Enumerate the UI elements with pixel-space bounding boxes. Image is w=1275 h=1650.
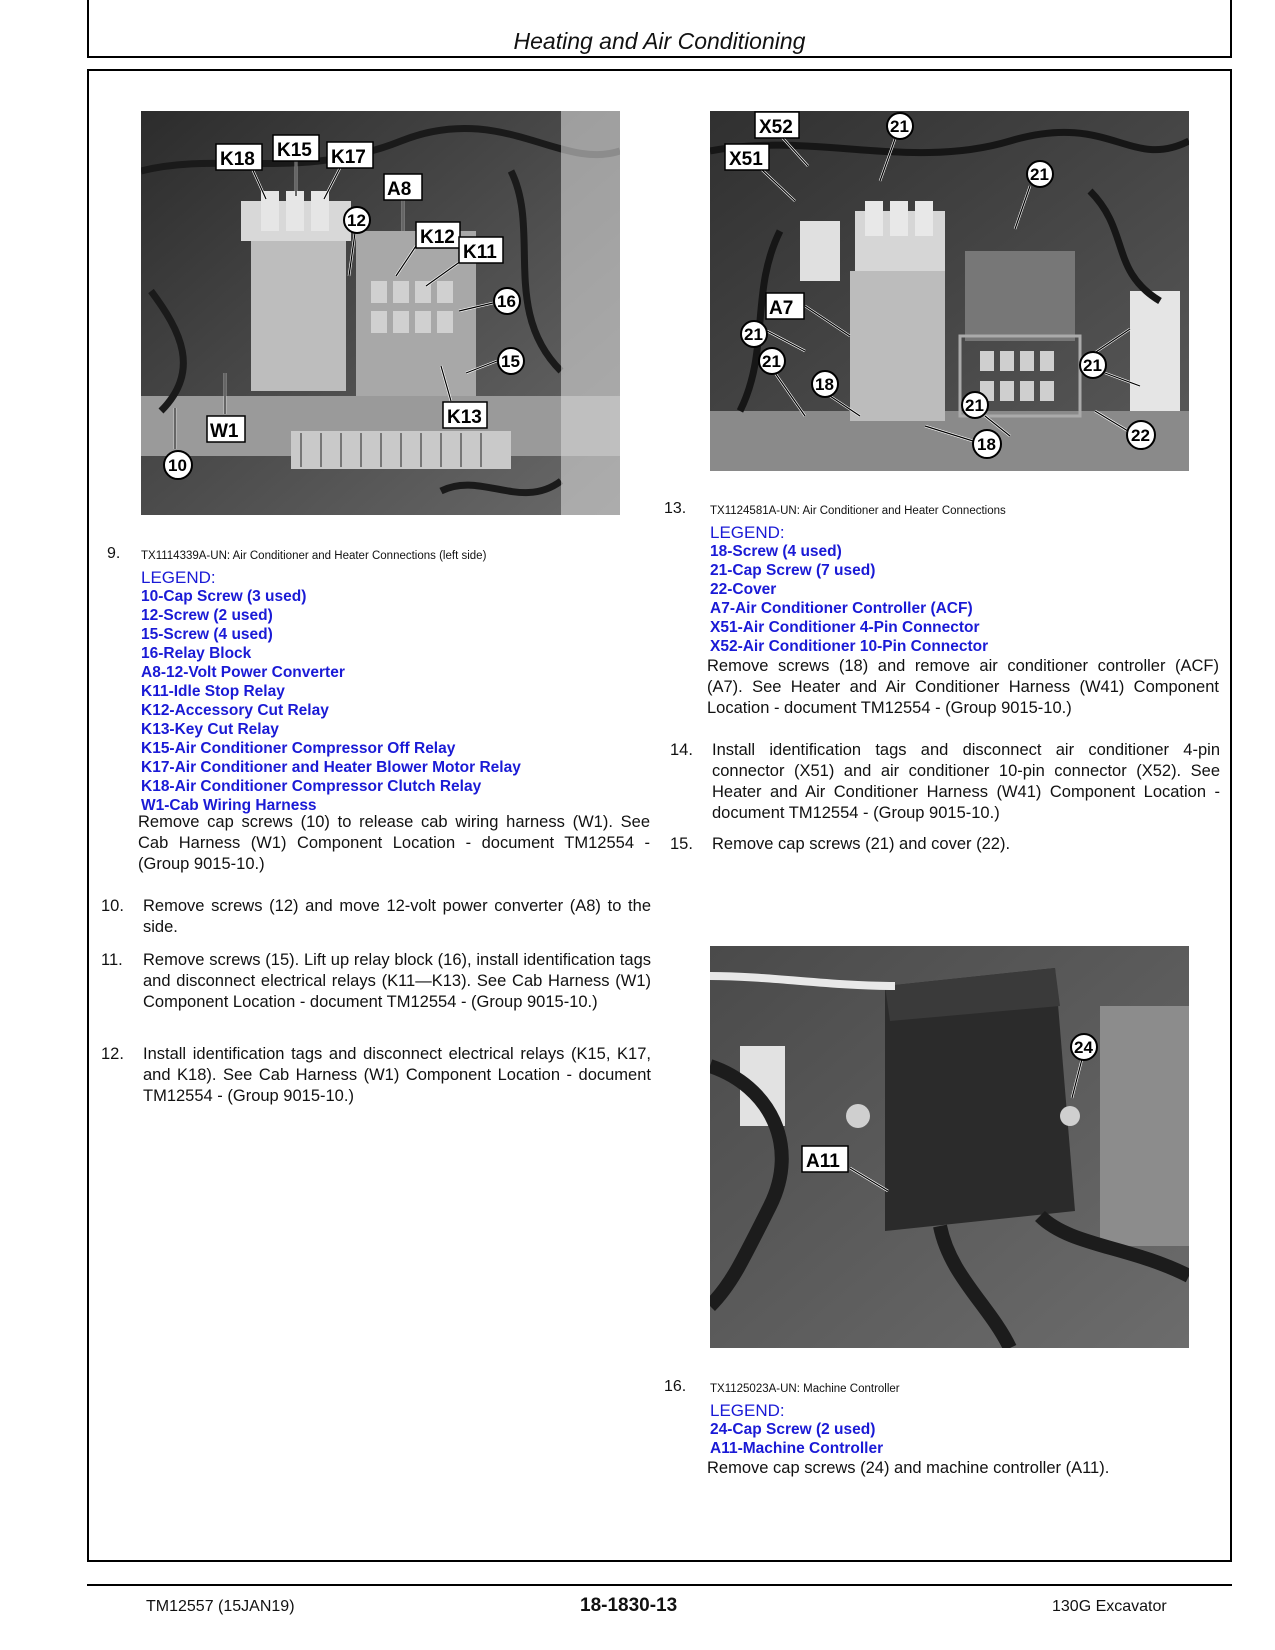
step-12-text: Install identification tags and disconnect electrical relays (K15, K17, and K18). See Cab Harness (W1) Component Location - document TM12554 - (Group 9015-10.) (143, 1045, 651, 1105)
step-13-legend (710, 523, 988, 656)
photo-ac-heater-connections-left (141, 111, 620, 515)
step-10-number: 10. (101, 897, 124, 915)
photo-ac-heater-connections (710, 111, 1189, 471)
callout-x52: X52 (759, 117, 793, 138)
step-11-number: 11. (101, 951, 123, 969)
legend-item: 12-Screw (2 used) (141, 607, 273, 624)
photo-illustration (141, 111, 620, 515)
legend-item: A8-12-Volt Power Converter (141, 664, 345, 681)
legend-item: K17-Air Conditioner and Heater Blower Motor Relay (141, 759, 521, 776)
legend-item: 18-Screw (4 used) (710, 543, 842, 560)
callout-k11: K11 (463, 242, 497, 263)
step-15-text: Remove cap screws (21) and cover (22). (712, 835, 1011, 853)
page-header-title: Heating and Air Conditioning (513, 28, 806, 54)
legend-item: A7-Air Conditioner Controller (ACF) (710, 600, 973, 617)
callout-21-b: 21 (1030, 165, 1049, 184)
callout-21-a: 21 (890, 117, 909, 136)
footer-page-number: 18-1830-13 (580, 1595, 678, 1616)
legend-title: LEGEND: (141, 568, 216, 587)
callout-18-a: 18 (815, 375, 834, 394)
legend-item: X51-Air Conditioner 4-Pin Connector (710, 619, 980, 636)
step-16-figure-id: TX1125023A-UN: Machine Controller (710, 1383, 900, 1395)
photo-illustration (710, 111, 1189, 471)
photo-machine-controller (710, 946, 1189, 1348)
legend-item: K12-Accessory Cut Relay (141, 702, 329, 719)
legend-item: 24-Cap Screw (2 used) (710, 1421, 876, 1438)
callout-k15: K15 (277, 140, 312, 161)
legend-item: 15-Screw (4 used) (141, 626, 273, 643)
step-9-number: 9. (107, 545, 121, 562)
legend-item: K18-Air Conditioner Compressor Clutch Relay (141, 778, 482, 795)
step-16-text: Remove cap screws (24) and machine controller (A11). (707, 1459, 1110, 1477)
legend-item: W1-Cab Wiring Harness (141, 797, 317, 814)
callout-21-c: 21 (744, 325, 763, 344)
step-16-legend (710, 1401, 883, 1458)
legend-item: 22-Cover (710, 581, 777, 598)
callout-22: 22 (1131, 426, 1150, 445)
legend-title: LEGEND: (710, 523, 785, 542)
callout-a7: A7 (769, 298, 794, 319)
callout-12: 12 (347, 211, 366, 230)
footer-model: 130G Excavator (1052, 1598, 1167, 1615)
legend-title: LEGEND: (710, 1401, 785, 1420)
legend-item: 10-Cap Screw (3 used) (141, 588, 307, 605)
callout-k17: K17 (331, 147, 366, 168)
callout-a8: A8 (387, 179, 412, 200)
callout-18-b: 18 (977, 435, 996, 454)
legend-item: K15-Air Conditioner Compressor Off Relay (141, 740, 456, 757)
legend-item: A11-Machine Controller (710, 1440, 884, 1457)
callout-k18: K18 (220, 149, 255, 170)
callout-24: 24 (1074, 1038, 1093, 1057)
callout-k13: K13 (447, 407, 482, 428)
legend-item: K11-Idle Stop Relay (141, 683, 285, 700)
legend-item: 16-Relay Block (141, 645, 252, 662)
step-14-text: Install identification tags and disconnect air conditioner 4-pin connector (X51) and air conditioner 10-pin connector (X52). See Heater and Air Conditioner Harness (W41) Component Location - document TM12554 - (Group 9015-10.) (712, 741, 1220, 822)
callout-21-f: 21 (965, 396, 984, 415)
step-10-text: Remove screws (12) and move 12-volt power converter (A8) to the side. (143, 897, 651, 936)
footer-doc-id: TM12557 (15JAN19) (146, 1598, 295, 1615)
photo-illustration (710, 946, 1189, 1348)
step-9-legend (141, 568, 521, 815)
step-9-figure-id: TX1114339A-UN: Air Conditioner and Heater Connections (left side) (141, 550, 487, 562)
legend-item: K13-Key Cut Relay (141, 721, 279, 738)
step-13-text: Remove screws (18) and remove air conditioner controller (ACF) (A7). See Heater and Air Conditioner Harness (W41) Component Location - document TM12554 - (Group 9015-10.) (707, 657, 1219, 717)
callout-k12: K12 (420, 227, 455, 248)
step-12-number: 12. (101, 1045, 124, 1063)
callout-21-e: 21 (1083, 356, 1102, 375)
footer-rule (87, 1584, 1232, 1586)
step-16-number: 16. (664, 1378, 687, 1395)
step-11-text: Remove screws (15). Lift up relay block (16), install identification tags and disconnect electrical relays (K11—K13). See Cab Harness (W1) Component Location - document TM12554 - (Group 9015-10.) (143, 951, 651, 1011)
step-13-number: 13. (664, 500, 687, 517)
step-14-number: 14. (670, 741, 693, 759)
callout-21-d: 21 (762, 352, 781, 371)
callout-a11: A11 (806, 1151, 840, 1172)
callout-16: 16 (497, 292, 516, 311)
callout-15: 15 (501, 352, 520, 371)
legend-item: 21-Cap Screw (7 used) (710, 562, 876, 579)
legend-item: X52-Air Conditioner 10-Pin Connector (710, 638, 989, 655)
callout-w1: W1 (210, 421, 239, 442)
callout-10: 10 (168, 456, 187, 475)
step-9-text: Remove cap screws (10) to release cab wiring harness (W1). See Cab Harness (W1) Component Location - document TM12554 - (Group 9015-10.) (138, 813, 650, 873)
step-13-figure-id: TX1124581A-UN: Air Conditioner and Heater Connections (710, 505, 1006, 517)
callout-x51: X51 (729, 149, 763, 170)
step-15-number: 15. (670, 835, 693, 853)
